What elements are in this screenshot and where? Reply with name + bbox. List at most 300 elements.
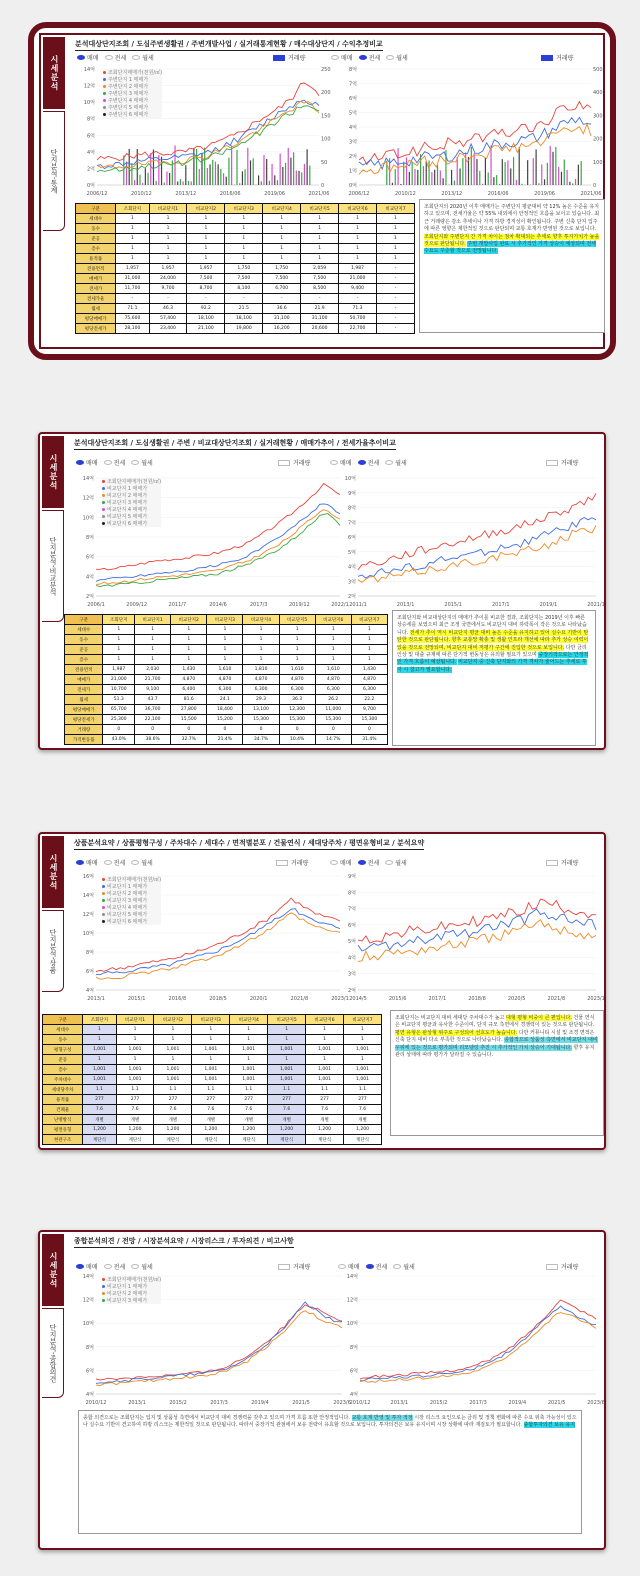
table-cell: 1,001 (306, 1045, 344, 1055)
table-cell: 1.1 (192, 1085, 230, 1095)
y2-tick-label: 500 (593, 67, 603, 73)
radio-indicator (366, 1264, 374, 1269)
table-header-cell: 비교단지3 (192, 1015, 230, 1025)
legend-entry[interactable] (102, 883, 161, 890)
analysis-comment-box[interactable] (419, 199, 605, 333)
table-cell: 11,700 (116, 284, 149, 294)
chart-legend (102, 876, 161, 925)
radio-option-0[interactable] (76, 1262, 98, 1271)
comment-text: 다만 커뮤니티 시설 및 조경 면적은 신축 단지 대비 다소 부족한 것으로 나타났습니다. (395, 1029, 595, 1044)
y-tick-label: 2억 (347, 594, 356, 600)
radio-option-1[interactable] (104, 458, 126, 467)
table-header-cell: 조회단지 (83, 1015, 116, 1025)
legend-label: 비교단지 6 매매가 (107, 521, 148, 527)
radio-option-2[interactable] (386, 53, 408, 62)
radio-label: 월세 (141, 1264, 153, 1271)
volume-checkbox[interactable] (273, 55, 285, 61)
table-cell: 8,500 (301, 284, 339, 294)
table-cell: 1 (116, 214, 149, 224)
legend-label: 조회단지매매가(천원/㎡) (108, 70, 163, 76)
volume-toggle[interactable] (546, 458, 578, 467)
table-cell: 1 (268, 1035, 306, 1045)
x-tick-label: 2017/1 (428, 996, 447, 1002)
volume-bar (215, 162, 216, 185)
volume-bar (212, 160, 213, 185)
table-cell: 1 (315, 635, 351, 645)
table-header-cell: 비교단지4 (263, 204, 301, 214)
radio-option-0[interactable] (338, 1262, 360, 1271)
radio-option-0[interactable] (76, 858, 98, 867)
table-cell: 1,430 (351, 665, 387, 675)
x-tick-label: 2023/1 (587, 996, 605, 1002)
y-tick-label: 4억 (348, 125, 357, 131)
table-cell: 1 (225, 244, 263, 254)
table-cell: 32.7% (171, 735, 207, 745)
table-cell: 준공 (65, 645, 103, 655)
y2-tick-label: 100 (593, 159, 603, 166)
table-cell: 1 (243, 635, 279, 645)
y-tick-label: 8억 (347, 890, 356, 897)
legend-entry[interactable] (102, 897, 161, 904)
volume-toggle[interactable] (546, 858, 578, 867)
volume-toggle[interactable] (541, 53, 573, 62)
table-cell: 1 (339, 254, 377, 264)
radio-option-2[interactable] (385, 858, 407, 867)
table-cell: 1 (187, 224, 225, 234)
volume-bar (457, 157, 458, 185)
table-cell: 1 (135, 635, 171, 645)
legend-swatch (103, 78, 106, 81)
table-cell: 1,200 (230, 1125, 268, 1135)
breadcrumb[interactable]: 종합분석의견 / 전망 / 시장분석요약 / 시장리스크 / 투자의견 / 비고사항 (74, 1236, 294, 1248)
side-subtab[interactable]: 단지분석-상품 (42, 910, 64, 992)
volume-bar (507, 160, 508, 185)
volume-bar (437, 165, 438, 185)
radio-option-0[interactable] (330, 458, 352, 467)
table-cell: 건폐율 (43, 1105, 83, 1115)
radio-option-1[interactable] (358, 858, 380, 867)
table-cell: 현관구조 (43, 1135, 83, 1145)
radio-indicator (105, 55, 113, 60)
volume-bar (263, 155, 264, 185)
price-trend-chart (336, 474, 605, 608)
x-tick-label: 2017/3 (469, 1400, 487, 1406)
table-header-cell: 비교단지7 (343, 1015, 381, 1025)
table-cell: 1 (149, 244, 187, 254)
radio-option-2[interactable] (393, 1262, 415, 1271)
legend-entry[interactable] (102, 478, 161, 485)
volume-bar (505, 162, 506, 185)
table-cell: 92.2 (187, 304, 225, 314)
radio-label: 전세 (113, 1264, 126, 1271)
table-cell: 1,001 (230, 1065, 268, 1075)
volume-bar (412, 162, 413, 185)
side-subtab[interactable]: 단지분석-비교분석 (42, 510, 64, 622)
legend-entry[interactable] (102, 890, 161, 897)
volume-checkbox[interactable] (546, 860, 558, 866)
volume-toggle[interactable] (278, 1262, 310, 1271)
table-header-cell: 비교단지6 (339, 204, 377, 214)
radio-indicator (76, 460, 84, 465)
table-cell: 1 (154, 1055, 192, 1065)
table-cell: 개별 (230, 1115, 268, 1125)
table-cell: 7.6 (306, 1105, 344, 1115)
radio-indicator (77, 55, 85, 60)
table-cell: 1,200 (268, 1125, 306, 1135)
table-cell: 0 (243, 725, 279, 735)
side-subtab[interactable]: 단지분석-통계 (43, 111, 65, 231)
radio-label: 매매 (87, 55, 99, 62)
volume-toggle[interactable] (546, 1262, 578, 1271)
breadcrumb[interactable]: 분석대상단지조회 / 도심생활권 / 주변 / 비교대상단지조회 / 실거래현황 / 매매가추이 / 전세가율추이비교 (74, 438, 396, 450)
x-tick-label: 2014/6 (209, 602, 227, 608)
y-tick-label: 4억 (347, 564, 356, 571)
series-line (96, 1311, 342, 1386)
volume-bar (426, 161, 427, 185)
volume-bar (196, 149, 197, 185)
radio-option-0[interactable] (76, 458, 98, 467)
x-tick-label: 2014/5 (349, 996, 367, 1002)
table-cell: 38.6% (135, 735, 171, 745)
table-cell: 1 (263, 214, 301, 224)
legend-swatch (102, 487, 105, 490)
table-cell: 1,200 (192, 1125, 230, 1135)
radio-option-1[interactable] (105, 53, 127, 62)
table-cell: 12,300 (279, 705, 315, 715)
table-cell: 1 (279, 635, 315, 645)
legend-swatch (102, 501, 105, 504)
table-cell: - (187, 294, 225, 304)
table-row (76, 244, 415, 254)
legend-entry[interactable] (103, 111, 162, 118)
table-cell: 1 (306, 1055, 344, 1065)
volume-bar (309, 165, 310, 185)
table-cell: 1 (243, 645, 279, 655)
table-cell: 세대당주차 (43, 1085, 83, 1095)
y-tick-label: 9억 (347, 874, 356, 880)
volume-bar (271, 164, 272, 185)
legend-swatch (103, 99, 106, 102)
radio-option-1[interactable] (104, 858, 126, 867)
table-cell: 7.6 (230, 1105, 268, 1115)
legend-entry[interactable] (102, 904, 161, 911)
table-cell: 1,001 (116, 1065, 154, 1075)
analysis-comment-box[interactable] (78, 1410, 582, 1534)
comment-text: 전세가 추이 역시 비교단지 평균 대비 높은 수준을 유지하고 있어 실수요 기반이 탄탄한 것으로 판단됩니다. 향후 교통망 확충 및 생활 인프라 개선에 따라 추가 상승 여력이 있을 것으로 전망되며, 비교단지 대비 저평가 구간에 진입한 것으로 보입니다. (397, 629, 589, 651)
radio-option-0[interactable] (330, 858, 352, 867)
table-cell: 7.6 (192, 1105, 230, 1115)
x-tick-label: 2021/5 (547, 1400, 566, 1406)
table-cell: 10,700 (103, 685, 135, 695)
table-cell: 6,300 (243, 685, 279, 695)
table-cell: 1.1 (230, 1085, 268, 1095)
comment-text: 조회단지와 주변단지 간 가격 차이는 점차 확대되는 추세로 향후 투자가치가 높을 것으로 판단됩니다. (424, 233, 600, 248)
table-row (76, 254, 415, 264)
table-cell: 개별 (83, 1115, 116, 1125)
transaction-type-radio-group (77, 53, 154, 62)
radio-indicator (131, 1264, 139, 1269)
volume-checkbox[interactable] (541, 55, 553, 61)
comment-text: 대형 평형 비중이 큰 편입니다. (505, 1015, 572, 1021)
table-cell: 0 (351, 725, 387, 735)
table-cell: 1 (339, 234, 377, 244)
comparison-table (42, 1014, 382, 1145)
table-cell: 1,001 (116, 1045, 154, 1055)
radio-option-2[interactable] (131, 458, 153, 467)
panel-inner (40, 1232, 604, 1548)
x-tick-label: 2011/7 (168, 602, 187, 608)
table-cell: 1 (149, 214, 187, 224)
table-cell: 1.1 (306, 1085, 344, 1095)
legend-entry[interactable] (102, 1276, 161, 1283)
volume-checkbox[interactable] (276, 860, 288, 866)
radio-option-1[interactable] (366, 1262, 388, 1271)
legend-entry[interactable] (102, 520, 161, 527)
table-cell: 1 (376, 224, 414, 234)
chart-legend (103, 69, 162, 118)
volume-bar (280, 154, 281, 185)
table-cell: 1 (187, 254, 225, 264)
table-cell: - (149, 294, 187, 304)
radio-option-1[interactable] (358, 458, 380, 467)
radio-option-0[interactable] (77, 53, 99, 62)
volume-bar (547, 163, 548, 185)
table-cell: 18,100 (225, 314, 263, 324)
legend-entry[interactable] (102, 1297, 161, 1304)
analysis-comment-box[interactable] (392, 610, 596, 746)
table-header-cell: 비교단지2 (154, 1015, 192, 1025)
side-subtab[interactable]: 단지분석-종합의견 (42, 1308, 64, 1398)
table-row (76, 284, 415, 294)
volume-bar (544, 179, 545, 185)
table-cell: 34.7% (243, 735, 279, 745)
volume-bar (566, 170, 567, 185)
table-cell: 6,300 (279, 685, 315, 695)
legend-label: 비교단지 3 매매가 (107, 500, 148, 506)
table-cell: 1 (376, 254, 414, 264)
y2-tick-label: 300 (593, 113, 603, 120)
legend-entry[interactable] (103, 97, 162, 104)
radio-option-1[interactable] (359, 53, 381, 62)
volume-bar (490, 145, 491, 185)
legend-entry[interactable] (102, 513, 161, 520)
radio-label: 전세 (113, 860, 126, 867)
volume-checkbox[interactable] (546, 460, 558, 466)
volume-bar (541, 164, 542, 185)
table-cell: 1,810 (243, 665, 279, 675)
radio-indicator (132, 55, 140, 60)
volume-bar (147, 173, 148, 185)
table-row (76, 214, 415, 224)
y-tick-label: 2억 (86, 166, 95, 173)
table-cell: 16,200 (263, 324, 301, 334)
legend-entry[interactable] (102, 492, 161, 499)
volume-label: 거래량 (293, 460, 311, 467)
legend-swatch (103, 85, 106, 88)
volume-checkbox[interactable] (546, 1264, 558, 1270)
radio-option-0[interactable] (331, 53, 353, 62)
volume-checkbox[interactable] (278, 460, 290, 466)
panel-product-analysis (38, 832, 606, 1150)
volume-toggle[interactable] (278, 458, 310, 467)
legend-entry[interactable] (103, 90, 162, 97)
side-tab-market-analysis[interactable]: 시세분석 (42, 1234, 64, 1306)
legend-swatch (102, 920, 105, 923)
x-tick-label: 2020/1 (249, 996, 268, 1002)
comment-text: 건물 연식은 비교단지 평균과 유사한 수준이며, 단지 규모 측면에서 경쟁력이 있는 것으로 판단됩니다. (395, 1015, 595, 1029)
table-cell: 1 (243, 655, 279, 665)
legend-entry[interactable] (102, 1283, 161, 1290)
y-tick-label: 10억 (82, 515, 94, 522)
table-cell: 세대수 (76, 214, 116, 224)
panel-inner (39, 33, 605, 349)
volume-bar (282, 167, 283, 185)
legend-entry[interactable] (102, 485, 161, 492)
volume-bar (510, 168, 511, 185)
volume-checkbox[interactable] (278, 1264, 290, 1270)
volume-bar (218, 164, 219, 185)
radio-label: 월세 (141, 860, 153, 867)
table-cell: 1 (192, 1035, 230, 1045)
legend-label: 비교단지 1 매매가 (107, 1284, 148, 1290)
legend-entry[interactable] (103, 69, 162, 76)
table-cell: 준공 (76, 234, 116, 244)
volume-bar (153, 150, 154, 185)
table-row (43, 1025, 382, 1035)
volume-bar (269, 181, 270, 185)
legend-label: 비교단지 3 매매가 (107, 1298, 148, 1304)
panel-inner (40, 834, 604, 1148)
volume-bar (209, 164, 210, 185)
side-tab-market-analysis[interactable]: 시세분석 (43, 37, 65, 109)
side-tab-market-analysis[interactable]: 시세분석 (42, 436, 64, 508)
breadcrumb[interactable]: 상품분석요약 / 상품평형구성 / 주차대수 / 세대수 / 면적별분포 / 건물연식 / 세대당주차 / 평면유형비교 / 분석요약 (74, 838, 424, 850)
x-tick-label: 2013/1 (87, 996, 105, 1002)
volume-toggle[interactable] (273, 53, 305, 62)
legend-entry[interactable] (102, 876, 161, 883)
y-tick-label: 10억 (344, 476, 356, 482)
breadcrumb[interactable]: 분석대상단지조회 / 도심주변생활권 / 주변개발사업 / 실거래통계현황 / 매수대상단지 / 수익추정비교 (75, 39, 383, 51)
legend-entry[interactable] (103, 76, 162, 83)
radio-option-2[interactable] (132, 53, 154, 62)
table-cell: 18,400 (207, 705, 243, 715)
volume-bar (166, 172, 167, 185)
volume-toggle[interactable] (276, 858, 308, 867)
legend-entry[interactable] (103, 83, 162, 90)
table-cell: 1,001 (268, 1065, 306, 1075)
panel-inner (40, 434, 604, 748)
volume-bar (471, 147, 472, 185)
legend-entry[interactable] (102, 506, 161, 513)
x-tick-label: 2015/6 (388, 996, 407, 1002)
volume-bar (569, 182, 570, 185)
table-cell: 1 (268, 1055, 306, 1065)
y-tick-label: 14억 (82, 893, 94, 899)
table-row (65, 725, 388, 735)
y2-tick-label: 250 (321, 67, 331, 73)
table-cell: 1 (135, 645, 171, 655)
table-cell: 1,001 (154, 1045, 192, 1055)
table-header-cell: 비교단지2 (187, 204, 225, 214)
series-line (358, 518, 596, 579)
y-tick-label: 8억 (349, 1344, 358, 1351)
volume-label: 거래량 (556, 55, 574, 62)
table-cell: 1.1 (268, 1085, 306, 1095)
table-cell: 평당매매가 (76, 314, 116, 324)
x-tick-label: 2023/6 (333, 1400, 351, 1406)
radio-option-2[interactable] (385, 458, 407, 467)
legend-entry[interactable] (103, 104, 162, 111)
volume-bar (578, 165, 579, 185)
table-cell: 1 (135, 655, 171, 665)
side-tab-market-analysis[interactable]: 시세분석 (42, 836, 64, 908)
legend-entry[interactable] (102, 918, 161, 925)
legend-label: 비교단지 2 매매가 (107, 891, 148, 897)
table-cell: 1 (83, 1025, 116, 1035)
legend-label: 비교단지 1 매매가 (107, 486, 148, 492)
legend-swatch (102, 899, 105, 902)
table-cell: 2,059 (301, 264, 339, 274)
volume-bar (474, 153, 475, 185)
y-tick-label: 10억 (83, 100, 95, 107)
table-header-cell: 비교단지1 (149, 204, 187, 214)
volume-bar (581, 161, 582, 185)
volume-bar (558, 167, 559, 185)
table-cell: 31,000 (116, 274, 149, 284)
analysis-comment-box[interactable] (390, 1010, 604, 1136)
legend-label: 비교단지 4 매매가 (107, 507, 148, 513)
table-cell: 1 (116, 1055, 154, 1065)
table-cell: 15,300 (279, 715, 315, 725)
radio-indicator (330, 460, 338, 465)
volume-bar (513, 157, 514, 185)
table-cell: - (301, 294, 339, 304)
table-header-row (43, 1015, 382, 1025)
radio-option-2[interactable] (131, 858, 153, 867)
table-cell: 6,400 (171, 685, 207, 695)
radio-option-1[interactable] (104, 1262, 126, 1271)
volume-bar (183, 181, 184, 185)
volume-bar (231, 145, 232, 185)
legend-entry[interactable] (102, 1290, 161, 1297)
table-cell: 층수 (65, 655, 103, 665)
volume-bar (236, 150, 237, 185)
table-cell: 1,430 (171, 665, 207, 675)
volume-bar (496, 175, 497, 185)
x-tick-label: 2021/5 (292, 1400, 310, 1406)
table-header-cell: 비교단지5 (279, 615, 315, 625)
table-header-cell: 비교단지4 (230, 1015, 268, 1025)
volume-bar (188, 181, 189, 185)
radio-option-2[interactable] (131, 1262, 153, 1271)
y-tick-label: 12억 (83, 83, 95, 90)
table-cell: 1,001 (268, 1045, 306, 1055)
y-tick-label: 4억 (85, 574, 94, 581)
table-cell: 전용면적 (76, 264, 116, 274)
legend-entry[interactable] (102, 911, 161, 918)
legend-entry[interactable] (102, 499, 161, 506)
table-cell: 22.2 (351, 695, 387, 705)
y-tick-label: 5억 (347, 549, 356, 556)
volume-bar (134, 180, 135, 185)
table-row (65, 655, 388, 665)
volume-bar (156, 181, 157, 185)
table-cell: 1 (116, 254, 149, 264)
table-cell: 매매가 (76, 274, 116, 284)
volume-bar (454, 181, 455, 185)
table-cell: 계단식 (268, 1135, 306, 1145)
table-cell: 1,957 (187, 264, 225, 274)
